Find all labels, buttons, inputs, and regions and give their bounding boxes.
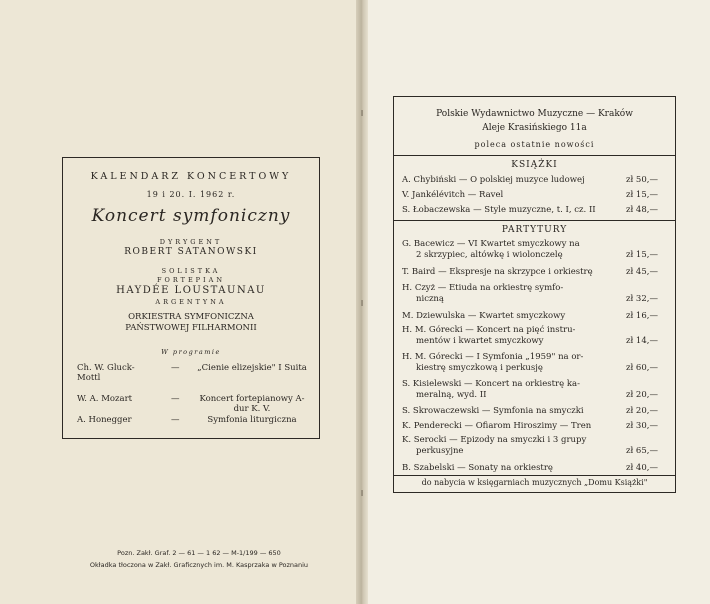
score-price: zł 16,— xyxy=(626,311,658,321)
books-heading: KSIĄŻKI xyxy=(511,160,558,170)
book-price: zł 50,— xyxy=(626,175,658,185)
score-line-1: M. Dziewulska — Kwartet smyczkowy xyxy=(402,311,566,321)
publisher-advertisement-box xyxy=(393,96,676,493)
score-line-1: S. Skrowaczewski — Symfonia na smyczki xyxy=(402,406,584,416)
score-line-2: perkusyjne xyxy=(416,446,464,456)
soloist-instrument: FORTEPIAN xyxy=(156,276,226,284)
concert-date: 19 i 20. I. 1962 r. xyxy=(146,190,236,199)
calendar-title: KALENDARZ KONCERTOWY xyxy=(90,171,292,182)
orchestra-line-2: PAŃSTWOWEJ FILHARMONII xyxy=(125,323,257,333)
score-line-1: G. Bacewicz — VI Kwartet smyczkowy na xyxy=(402,239,580,249)
score-line-1: K. Serocki — Epizody na smyczki i 3 grupy xyxy=(402,435,587,445)
score-line-1: T. Baird — Ekspresje na skrzypce i orkiestrę xyxy=(402,267,593,277)
score-line-2: niczną xyxy=(416,294,444,304)
score-line-2: mentów i kwartet smyczkowy xyxy=(416,336,544,346)
score-line-1: H. Czyż — Etiuda na orkiestrę symfo- xyxy=(402,283,564,293)
orchestra-line-1: ORKIESTRA SYMFONICZNA xyxy=(128,312,254,322)
soloist-name: HAYDÉE LOUSTAUNAU xyxy=(116,285,266,296)
score-price: zł 15,— xyxy=(626,250,658,260)
availability-note: do nabycia w księgarniach muzycznych „Domu Książki" xyxy=(421,478,648,487)
score-line-2: kiestrę smyczkową i perkusję xyxy=(416,363,543,373)
score-price: zł 20,— xyxy=(626,390,658,400)
concert-type: Koncert symfoniczny xyxy=(91,206,291,226)
program-dash: — xyxy=(171,363,180,373)
score-price: zł 65,— xyxy=(626,446,658,456)
score-price: zł 40,— xyxy=(626,463,658,473)
book-price: zł 48,— xyxy=(626,205,658,215)
score-line-2: meralną, wyd. II xyxy=(416,390,487,400)
score-line-1: B. Szabelski — Sonaty na orkiestrę xyxy=(402,463,553,473)
soloist-label: SOLISTKA xyxy=(161,267,221,275)
program-work: Symfonia liturgiczna xyxy=(207,415,297,425)
score-price: zł 45,— xyxy=(626,267,658,277)
program-composer: W. A. Mozart xyxy=(77,394,133,404)
conductor-name: ROBERT SATANOWSKI xyxy=(124,247,258,257)
book-price: zł 15,— xyxy=(626,190,658,200)
scores-heading: PARTYTURY xyxy=(501,225,568,235)
score-line-1: K. Penderecki — Ofiarom Hiroszimy — Tren xyxy=(402,421,592,431)
divider xyxy=(394,220,675,221)
publisher-name: Polskie Wydawnictwo Muzyczne — Kraków xyxy=(436,109,633,119)
program-dash: — xyxy=(171,394,180,404)
program-label: W programie xyxy=(161,348,221,356)
book-text: S. Łobaczewska — Style muzyczne, t. I, cz. II xyxy=(402,205,596,215)
program-dash: — xyxy=(171,415,180,425)
publisher-address: Aleje Krasińskiego 11a xyxy=(482,123,587,133)
cover-note: Okładka tłoczona w Zakł. Graficznych im. M. Kasprzaka w Poznaniu xyxy=(89,561,309,569)
printer-note: Pozn. Zakł. Graf. 2 — 61 — 1 62 — M-1/199 — 650 xyxy=(117,549,281,557)
program-work: Koncert fortepianowy A-dur K. V. xyxy=(199,394,305,414)
score-price: zł 32,— xyxy=(626,294,658,304)
score-price: zł 60,— xyxy=(626,363,658,373)
score-line-2: 2 skrzypiec, altówkę i wiolonczelę xyxy=(416,250,563,260)
concert-program-box xyxy=(62,157,320,439)
recommends-line: poleca ostatnie nowości xyxy=(474,140,595,149)
program-composer: A. Honegger xyxy=(77,415,132,425)
score-line-1: H. M. Górecki — Koncert na pięć instru- xyxy=(402,325,576,335)
divider xyxy=(394,475,675,476)
book-text: A. Chybiński — O polskiej muzyce ludowej xyxy=(402,175,585,185)
score-price: zł 30,— xyxy=(626,421,658,431)
program-work: „Cienie elizejskie" I Suita xyxy=(197,363,307,373)
conductor-label: DYRYGENT xyxy=(159,238,223,246)
score-line-1: H. M. Górecki — I Symfonia „1959" na or- xyxy=(402,352,584,362)
divider xyxy=(394,155,675,156)
spine-stitch xyxy=(361,300,363,306)
score-line-1: S. Kisielewski — Koncert na orkiestrę ka- xyxy=(402,379,580,389)
spine-stitch xyxy=(361,490,363,496)
spine-stitch xyxy=(361,110,363,116)
soloist-country: ARGENTYNA xyxy=(155,298,227,306)
score-price: zł 20,— xyxy=(626,406,658,416)
program-composer: Ch. W. Gluck-Mottl xyxy=(77,363,135,383)
score-price: zł 14,— xyxy=(626,336,658,346)
book-text: V. Jankélévitch — Ravel xyxy=(402,190,504,200)
